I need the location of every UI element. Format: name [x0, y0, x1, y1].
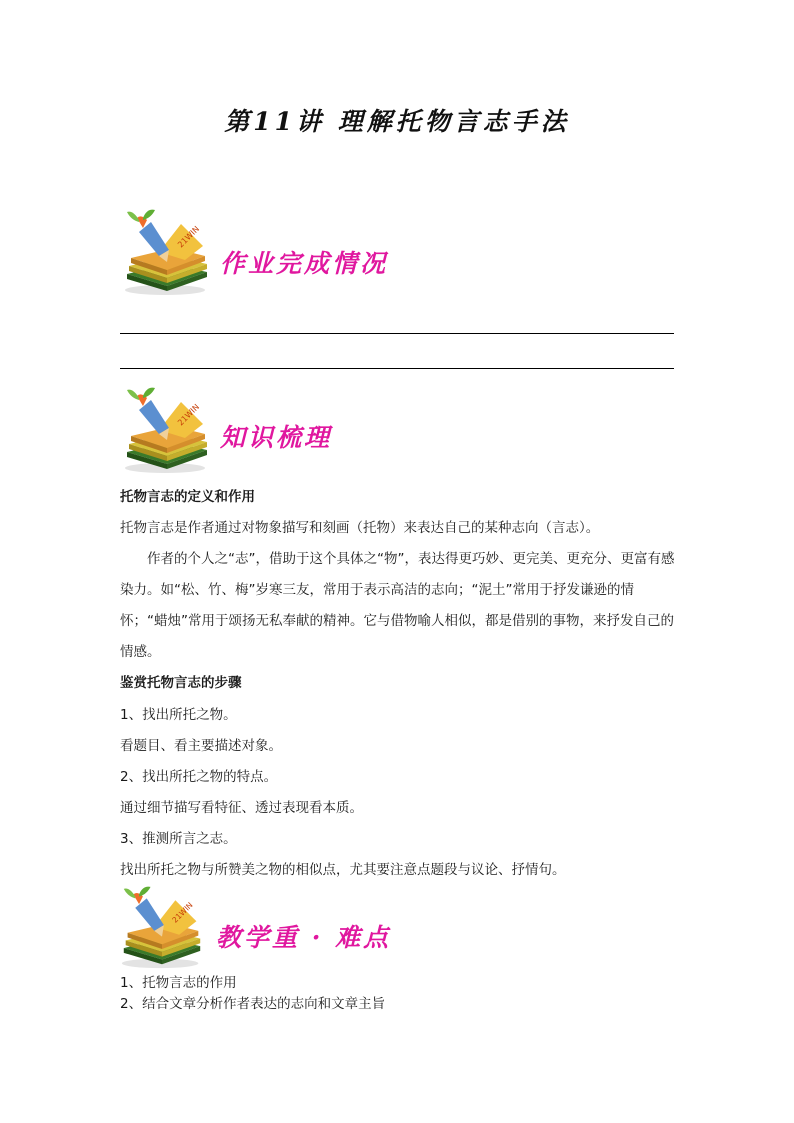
key-point-item: 2、结合文章分析作者表达的志向和文章主旨 — [120, 996, 386, 1012]
section-key-points — [118, 885, 206, 975]
step-title: 1、找出所托之物。 — [120, 707, 237, 723]
definition-heading: 托物言志的定义和作用 — [120, 489, 255, 505]
section-heading-key-points: 教学重 · 难点 — [216, 923, 392, 952]
explanation-text: 作者的个人之“志”，借助于这个具体之“物”，表达得更巧妙、更完美、更充分、更富有感染力。如“松、竹、梅”岁寒三友，常用于表示高洁的志向；“泥土”常用于抒发谦逊的情怀；“蜡烛”常用于颂扬无私奉献的精神。它与借物喻人相似，都是借别的事物，来抒发自己的情感。 — [120, 551, 675, 660]
section-homework — [121, 208, 213, 302]
answer-line — [120, 368, 674, 369]
steps-heading: 鉴赏托物言志的步骤 — [120, 675, 242, 691]
page-title: 第11讲 理解托物言志手法 — [224, 107, 570, 136]
definition-text: 托物言志是作者通过对物象描写和刻画（托物）来表达自己的某种志向（言志）。 — [120, 520, 600, 536]
step-detail: 看题目、看主要描述对象。 — [120, 738, 282, 754]
step-detail: 找出所托之物与所赞美之物的相似点，尤其要注意点题段与议论、抒情句。 — [120, 862, 566, 878]
books-pencil-icon — [121, 386, 213, 476]
section-heading-homework: 作业完成情况 — [220, 249, 389, 278]
key-point-item: 1、托物言志的作用 — [120, 975, 237, 991]
section-heading-knowledge: 知识梳理 — [220, 423, 333, 452]
step-detail: 通过细节描写看特征、透过表现看本质。 — [120, 800, 363, 816]
step-title: 3、推测所言之志。 — [120, 831, 237, 847]
section-knowledge — [121, 386, 213, 480]
books-pencil-icon — [118, 885, 206, 971]
step-title: 2、找出所托之物的特点。 — [120, 769, 278, 785]
books-pencil-icon — [121, 208, 213, 298]
answer-line — [120, 333, 674, 334]
